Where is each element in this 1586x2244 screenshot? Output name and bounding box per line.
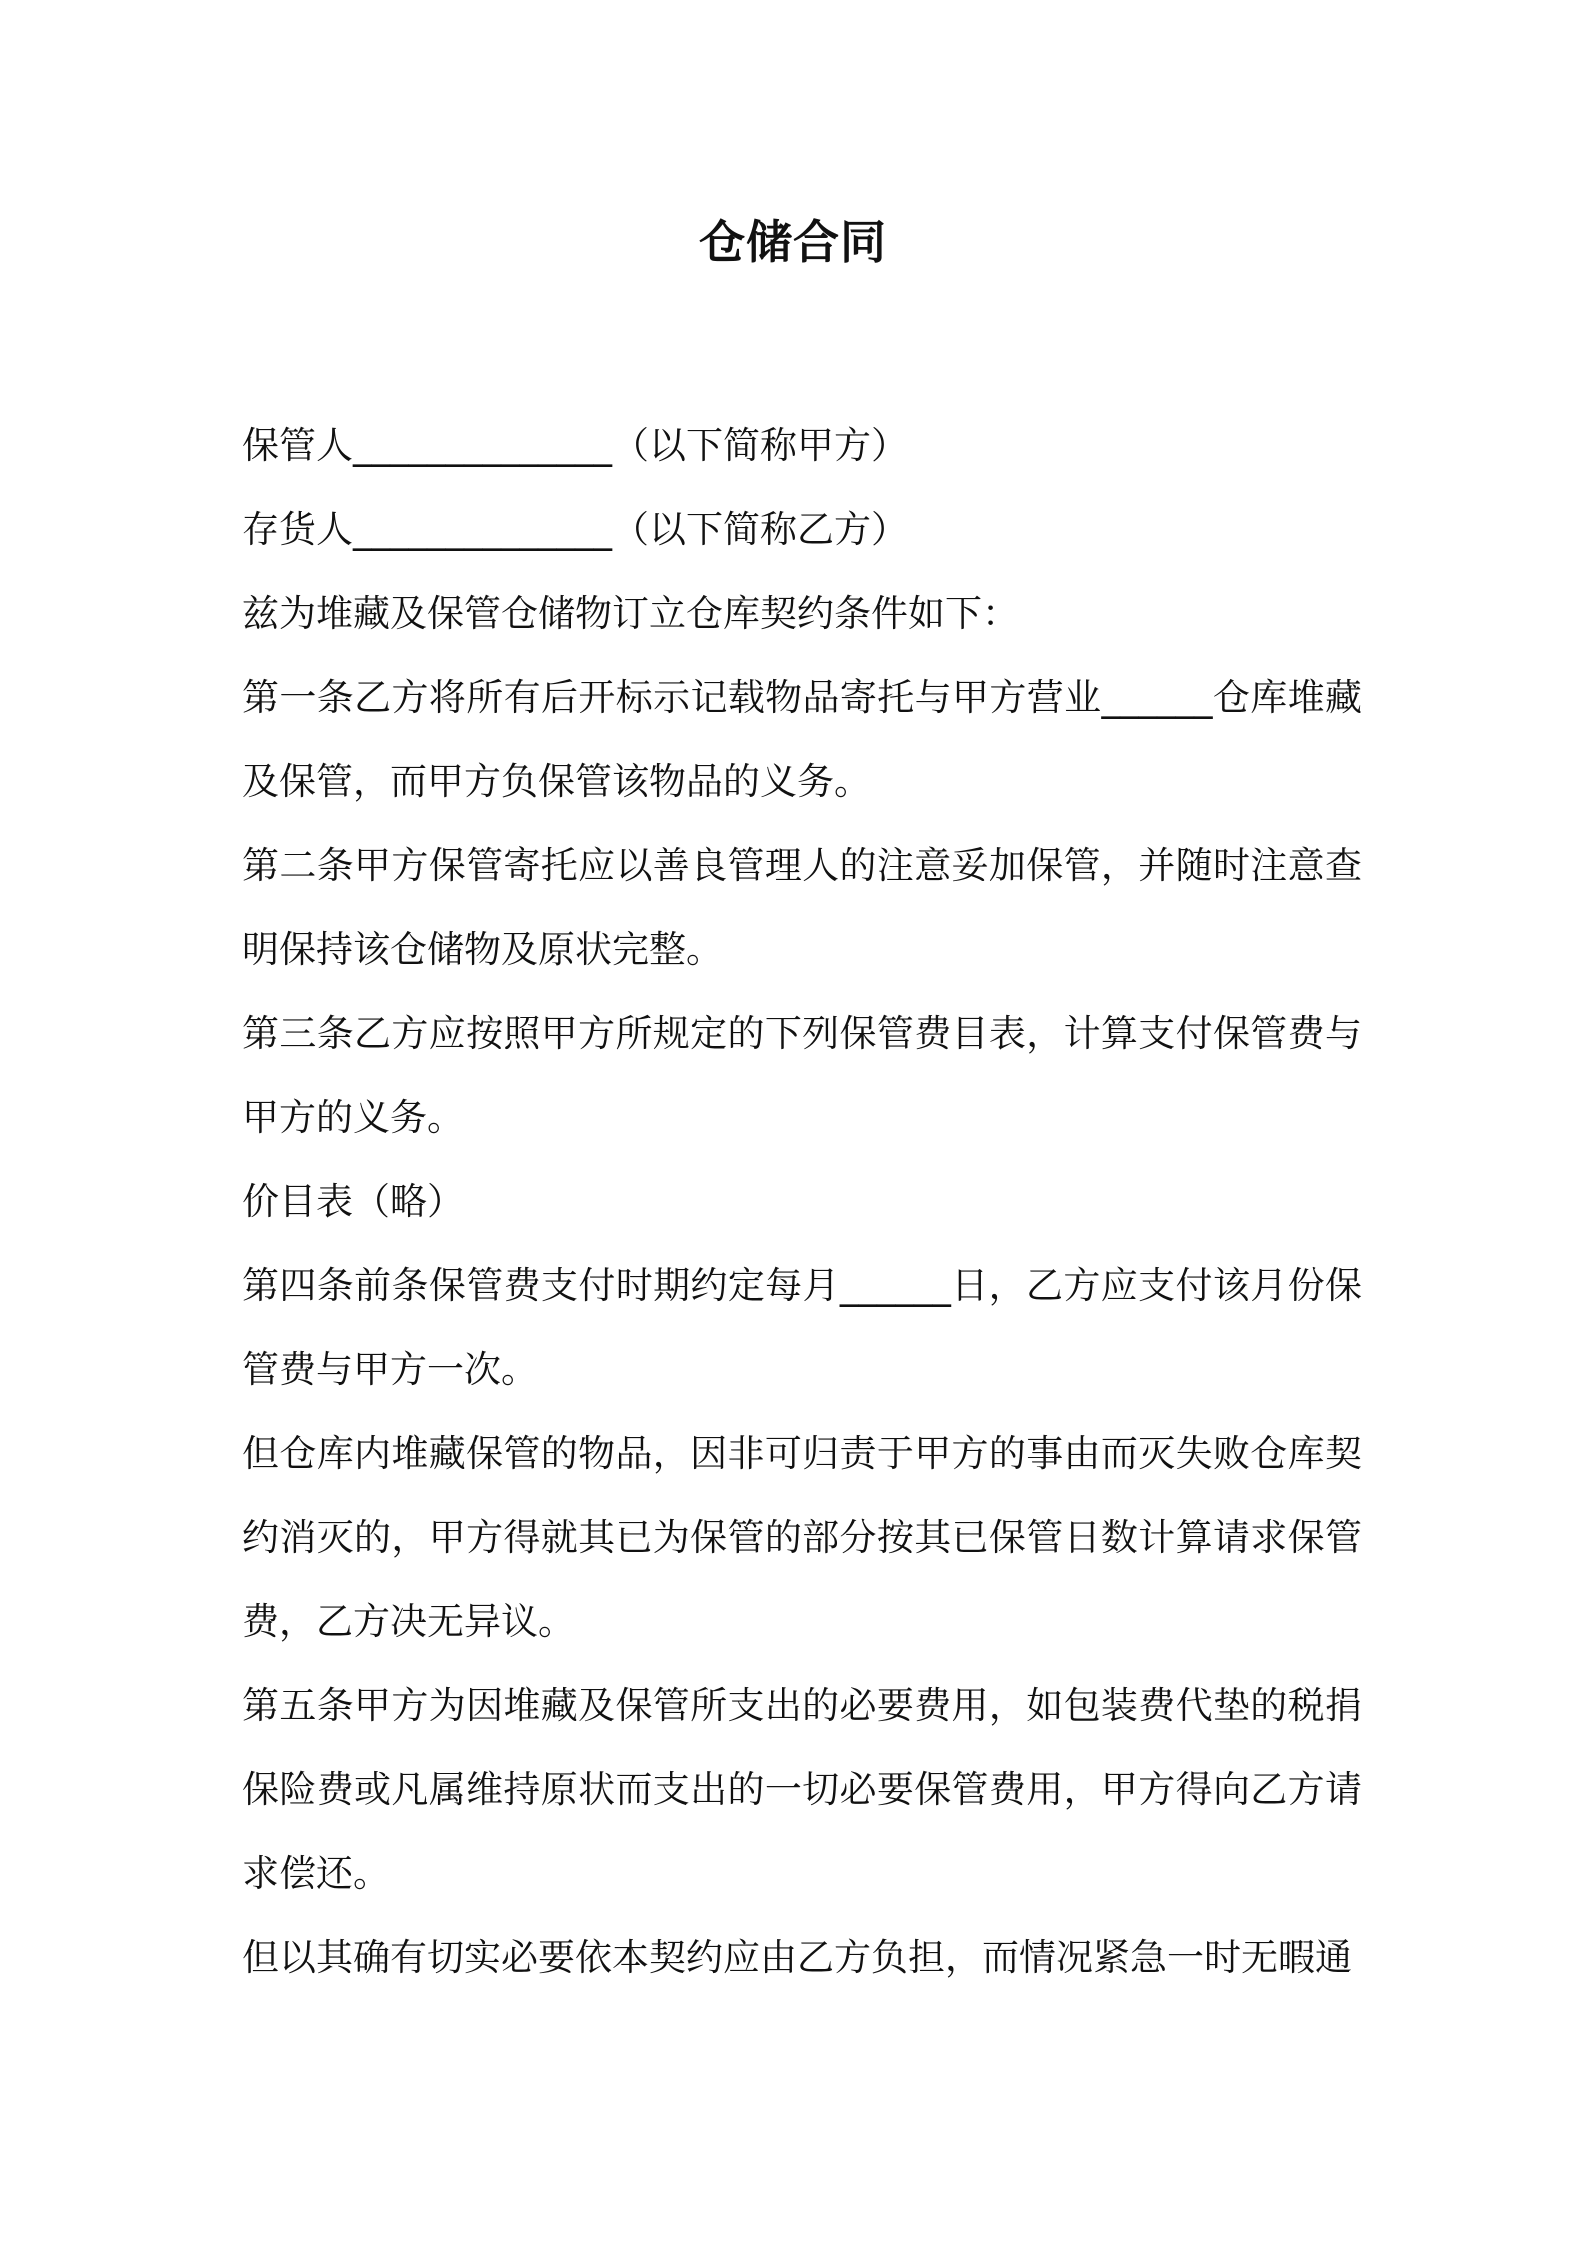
paragraph-article-4-proviso: 但仓库内堆藏保管的物品，因非可归责于甲方的事由而灭失败仓库契约消灭的，甲方得就其已为保管的部分按其已保管日数计算请求保管费，乙方决无异议。	[242, 1432, 1362, 1643]
paragraph-article-5-proviso: 但以其确有切实必要依本契约应由乙方负担，而情况紧急一时无暇通	[242, 1936, 1352, 1979]
paragraph-article-3: 第三条乙方应按照甲方所规定的下列保管费目表，计算支付保管费与甲方的义务。	[242, 1012, 1362, 1139]
paragraph-price-list: 价目表（略）	[242, 1180, 464, 1223]
paragraph-depositor: 存货人______________（以下简称乙方）	[242, 508, 908, 551]
paragraph-article-2: 第二条甲方保管寄托应以善良管理人的注意妥加保管，并随时注意查明保持该仓储物及原状完整。	[242, 844, 1362, 971]
paragraph-keeper: 保管人______________（以下简称甲方）	[242, 424, 908, 467]
paragraph-preamble: 兹为堆藏及保管仓储物订立仓库契约条件如下：	[242, 592, 1019, 635]
document-body	[242, 404, 1362, 2000]
document-title: 仓储合同	[699, 215, 887, 269]
paragraph-article-4: 第四条前条保管费支付时期约定每月______日，乙方应支付该月份保管费与甲方一次。	[242, 1264, 1362, 1391]
paragraph-article-1: 第一条乙方将所有后开标示记载物品寄托与甲方营业______仓库堆藏及保管，而甲方负保管该物品的义务。	[242, 676, 1362, 803]
paragraph-article-5: 第五条甲方为因堆藏及保管所支出的必要费用，如包装费代垫的税捐保险费或凡属维持原状而支出的一切必要保管费用，甲方得向乙方请求偿还。	[242, 1684, 1362, 1895]
